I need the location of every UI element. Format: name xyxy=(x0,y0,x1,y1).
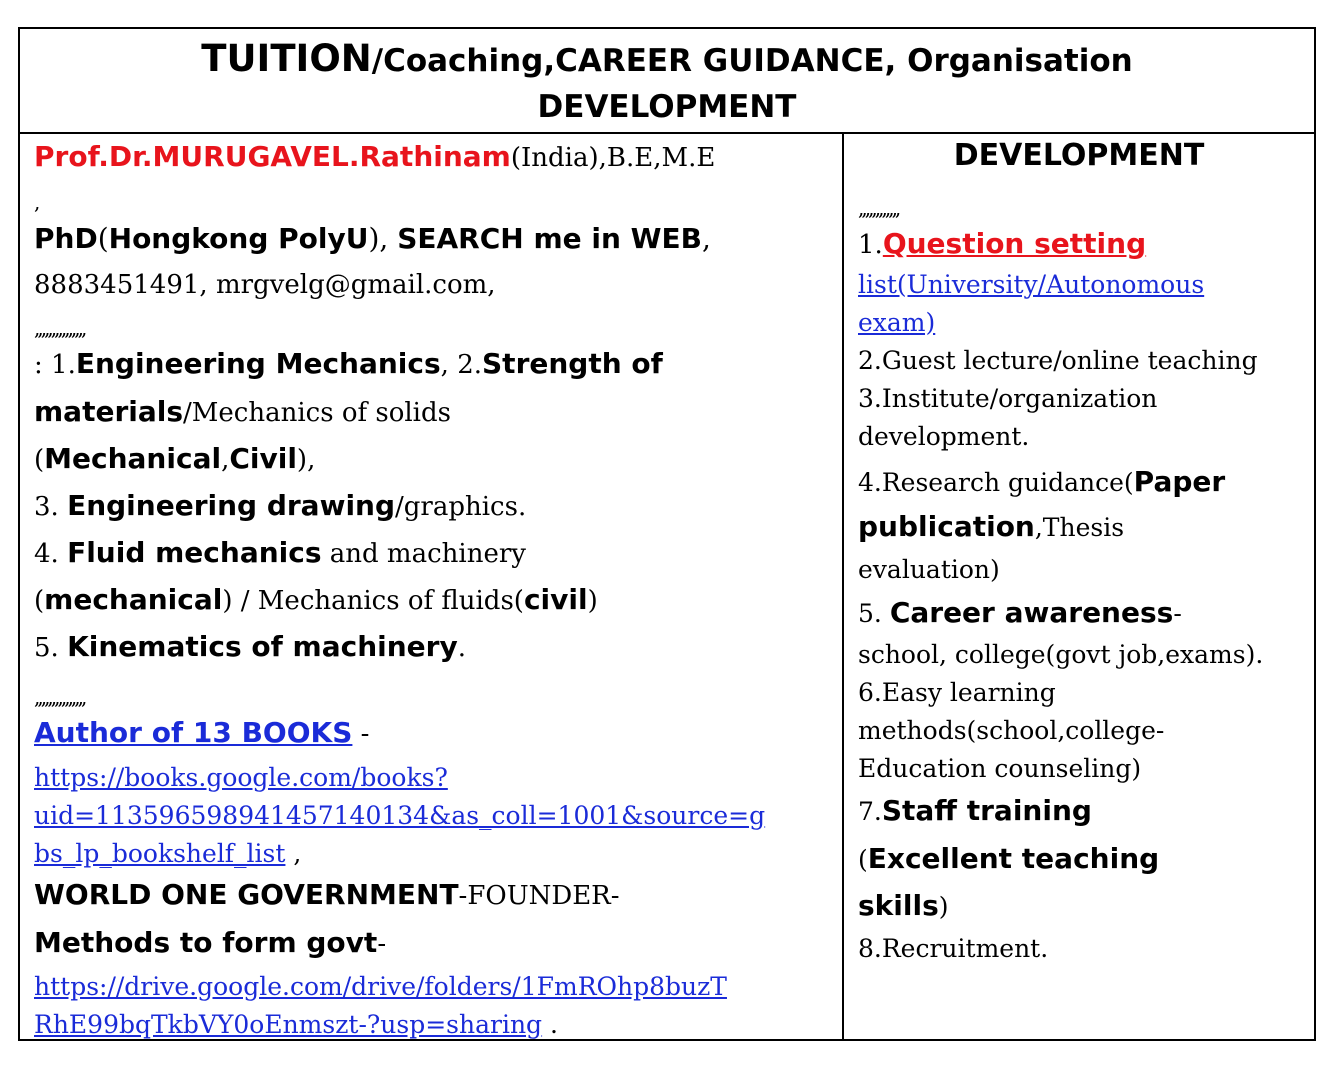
service-item-6: 6.Easy learning xyxy=(858,678,1056,707)
author-name: Prof.Dr.MURUGAVEL.Rathinam xyxy=(34,140,511,173)
books-url-link[interactable]: bs_lp_bookshelf_list xyxy=(34,839,286,868)
service-item-1: 1.Question setting xyxy=(858,227,1147,260)
drive-url-link[interactable]: RhE99bqTkbVY0oEnmszt-?usp=sharing xyxy=(34,1010,543,1039)
service-item-4-cont: evaluation) xyxy=(858,555,1000,584)
author-books-link[interactable]: Author of 13 BOOKS xyxy=(34,716,353,749)
service-item-2: 2.Guest lecture/online teaching xyxy=(858,346,1258,375)
author-name-line xyxy=(34,140,715,173)
methods-line: Methods to form govt- xyxy=(34,926,387,959)
title-tuition: TUITION xyxy=(201,37,372,80)
service-item-6-cont: methods(school,college- xyxy=(858,716,1165,745)
service-item-7-cont: (Excellent teaching xyxy=(858,842,1160,875)
title-line-1 xyxy=(20,37,1314,83)
service-item-5: 5. Career awareness- xyxy=(858,596,1182,629)
question-setting-link-cont[interactable]: list(University/Autonomous xyxy=(858,270,1205,299)
drive-url-link[interactable]: https://drive.google.com/drive/folders/1FmROhp8buzT xyxy=(34,972,727,1001)
subject-line-4: 3. Engineering drawing/graphics. xyxy=(34,489,527,522)
service-item-7-cont: skills) xyxy=(858,889,949,922)
title-line-2: DEVELOPMENT xyxy=(537,89,797,125)
services-heading: DEVELOPMENT xyxy=(953,138,1205,173)
contact-info: 8883451491, mrgvelg@gmail.com, xyxy=(34,270,496,300)
service-item-4: 4.Research guidance(Paper xyxy=(858,465,1226,498)
world-government-line: WORLD ONE GOVERNMENT-FOUNDER- xyxy=(34,878,620,911)
phd-line: PhD(Hongkong PolyU), SEARCH me in WEB, xyxy=(34,222,711,255)
question-setting-link-cont[interactable]: exam) xyxy=(858,308,936,337)
search-me-text: SEARCH me in WEB xyxy=(397,222,703,255)
subject-line-6: (mechanical) / Mechanics of fluids(civil) xyxy=(34,583,598,616)
stray-comma: , xyxy=(34,190,41,214)
subject-line-5: 4. Fluid mechanics and machinery xyxy=(34,536,526,569)
title-row xyxy=(20,29,1314,134)
services-column xyxy=(844,132,1314,1039)
content-table xyxy=(18,27,1316,1041)
subject-line-3: (Mechanical,Civil), xyxy=(34,442,316,475)
service-item-4-cont: publication,Thesis xyxy=(858,510,1125,543)
separator: ,,,,,,,,,,,,,,, xyxy=(34,685,85,709)
service-item-5-cont: school, college(govt job,exams). xyxy=(858,640,1264,669)
books-url-line-3: bs_lp_bookshelf_list , xyxy=(34,839,302,868)
service-item-8: 8.Recruitment. xyxy=(858,934,1049,963)
title-rest: /Coaching,CAREER GUIDANCE, Organisation xyxy=(371,43,1133,79)
subject-line-7: 5. Kinematics of machinery. xyxy=(34,630,466,663)
service-item-3: 3.Institute/organization xyxy=(858,384,1158,413)
profile-column xyxy=(20,132,844,1039)
separator: ,,,,,,,,,,,,,,, xyxy=(34,316,85,340)
service-item-7: 7.Staff training xyxy=(858,794,1092,827)
books-url-link[interactable]: https://books.google.com/books? xyxy=(34,763,448,792)
separator: ,,,,,,,,,,,, xyxy=(858,196,899,220)
service-item-6-cont: Education counseling) xyxy=(858,754,1142,783)
service-item-3-cont: development. xyxy=(858,422,1030,451)
subject-line-1: : 1.Engineering Mechanics, 2.Strength of xyxy=(34,347,663,380)
books-url-link[interactable]: uid=113596598941457140134&as_coll=1001&source=g xyxy=(34,801,766,830)
author-degrees: (India),B.E,M.E xyxy=(510,143,716,173)
author-books-line: Author of 13 BOOKS - xyxy=(34,716,370,749)
question-setting-link[interactable]: Question setting xyxy=(882,227,1147,260)
drive-url-line-2: RhE99bqTkbVY0oEnmszt-?usp=sharing . xyxy=(34,1010,558,1039)
subject-line-2: materials/Mechanics of solids xyxy=(34,395,451,428)
